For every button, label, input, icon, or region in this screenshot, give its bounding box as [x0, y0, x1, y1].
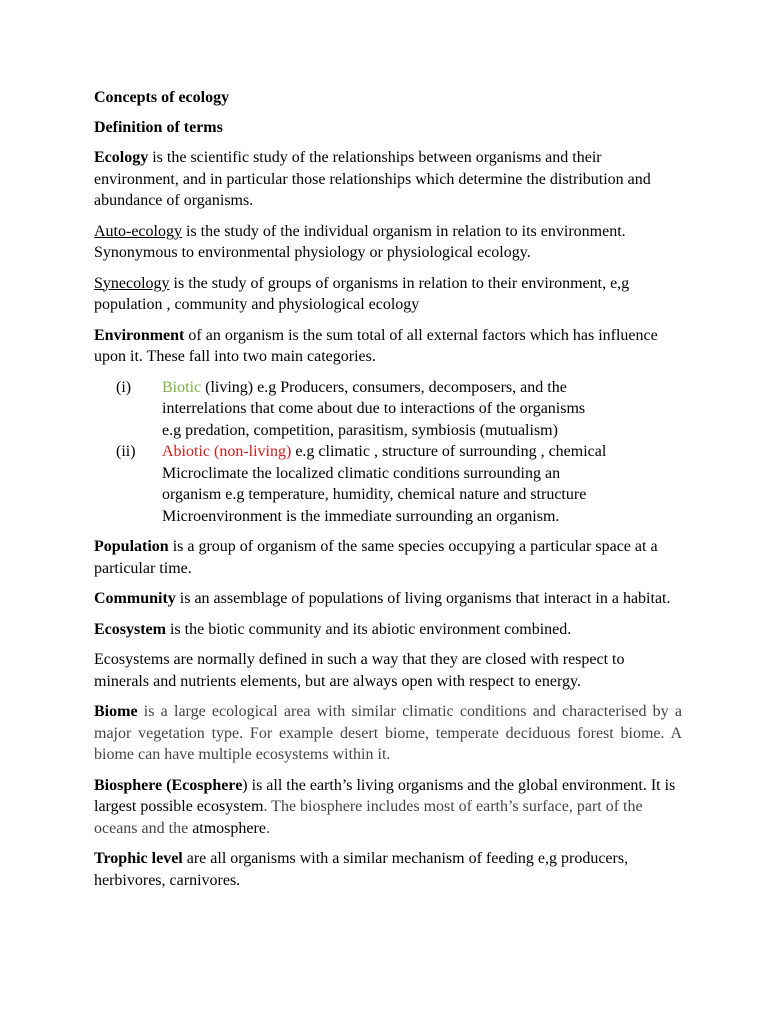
definition-text: is an assemblage of populations of living organisms that interact in a habitat. [175, 590, 671, 607]
list-line [162, 377, 682, 399]
list-marker: (ii) [116, 443, 136, 460]
term-community: Community [94, 590, 176, 607]
list-line: interrelations that come about due to interactions of the organisms [162, 400, 586, 417]
term-environment: Environment [94, 326, 185, 344]
section-heading: Definition of terms [94, 118, 223, 136]
environment-categories-list [94, 377, 682, 528]
term-atmosphere: atmosphere [192, 819, 266, 837]
term-biome: Biome [94, 703, 138, 720]
list-line [162, 441, 682, 463]
term-ecology: Ecology [94, 149, 149, 166]
period: . [265, 819, 270, 837]
definition-auto-ecology [94, 221, 682, 264]
definition-text: are all organisms with a similar mechanism of feeding e,g producers, herbivores, carnivores. [94, 850, 629, 889]
document-title: Concepts of ecology [94, 89, 230, 106]
definition-biosphere [94, 775, 682, 840]
definition-environment [94, 325, 682, 368]
ecosystems-note: Ecosystems are normally defined in such a way that they are closed with respect to minerals and nutrients elements, but are always open with respect to energy. [94, 651, 625, 690]
list-marker: (i) [116, 378, 132, 396]
list-line: Microclimate the localized climatic conditions surrounding an [162, 464, 561, 482]
list-item-biotic [94, 377, 682, 442]
list-text: e.g climatic , structure of surrounding , chemical [291, 443, 607, 460]
definition-synecology [94, 273, 682, 316]
definition-text: of an organism is the sum total of all external factors which has influence upon it. These fall into two main categories. [94, 326, 658, 365]
definition-text: is the biotic community and its abiotic environment combined. [165, 620, 572, 638]
term-trophic-level: Trophic level [94, 850, 183, 867]
label-abiotic: Abiotic (non-living) [162, 443, 292, 460]
definition-text-extra: . The biosphere includes most of earth’s surface, part of the oceans and the [94, 798, 643, 837]
term-ecosystem: Ecosystem [94, 620, 166, 638]
list-line: Microenvironment is the immediate surrounding an organism. [162, 507, 560, 525]
definition-text: is a large ecological area with similar climatic conditions and characterised by a major vegetation type. For example desert biome, temperate deciduous forest biome. A biome can have multiple ecosystems within it. [94, 703, 682, 763]
term-synecology: Synecology [94, 274, 170, 292]
definition-text: is the study of the individual organism in relation to its environment. Synonymous to environmental physiology or physiological ecology. [94, 222, 626, 261]
paren-open: ( [162, 776, 172, 794]
list-text: (living) e.g Producers, consumers, decomposers, and the [201, 378, 567, 396]
definition-ecosystem [94, 619, 682, 641]
term-ecosphere: Ecosphere [171, 776, 243, 794]
definition-text: is the study of groups of organisms in relation to their environment, e,g population , community and physiological ecology [94, 274, 630, 313]
term-auto-ecology: Auto-ecology [94, 222, 182, 240]
list-line: e.g predation, competition, parasitism, symbiosis (mutualism) [162, 421, 558, 439]
definition-text: is the scientific study of the relationships between organisms and their environment, and in particular those relationships which determine the distribution and abundance of organisms. [94, 149, 651, 209]
definition-text: ) is all the earth’s living organisms and the global environment. It is largest possible ecosystem [94, 776, 676, 815]
term-population: Population [94, 538, 169, 555]
definition-community [94, 588, 682, 610]
list-line: organism e.g temperature, humidity, chemical nature and structure [162, 486, 587, 503]
label-biotic: Biotic [162, 378, 202, 396]
definition-trophic-level [94, 848, 682, 891]
definition-ecology [94, 147, 682, 212]
definition-population [94, 536, 682, 579]
list-item-abiotic [94, 441, 682, 527]
definition-biome [94, 701, 682, 766]
definition-text: is a group of organism of the same species occupying a particular space at a particular time. [94, 538, 658, 577]
term-biosphere: Biosphere [94, 776, 163, 794]
